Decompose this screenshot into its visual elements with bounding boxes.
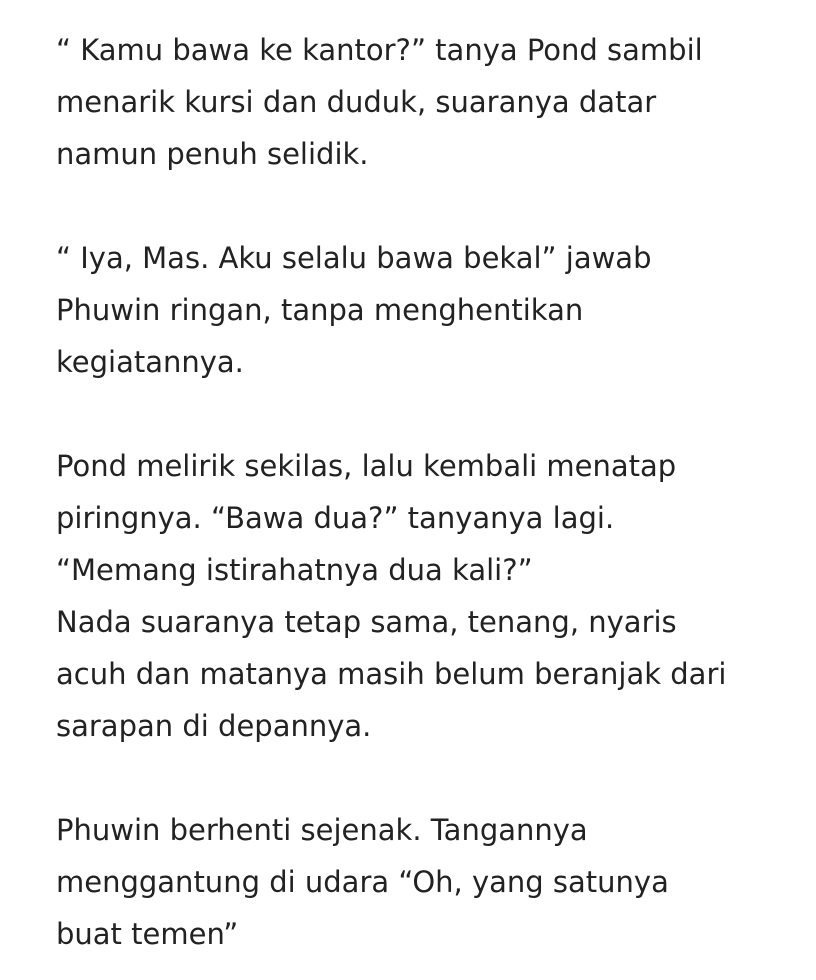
text-line: “Memang istirahatnya dua kali?” [56,553,533,587]
text-line: menarik kursi dan duduk, suaranya datar [56,85,657,119]
text-line: “ Iya, Mas. Aku selalu bawa bekal” jawab [56,241,652,275]
text-line: Pond melirik sekilas, lalu kembali menatap [56,449,677,483]
text-line: Nada suaranya tetap sama, tenang, nyaris [56,605,677,639]
paragraph-4 [56,804,776,960]
paragraph-1 [56,24,776,180]
text-line: Phuwin berhenti sejenak. Tangannya [56,813,588,847]
text-line: sarapan di depannya. [56,709,372,743]
document-text [56,24,776,960]
text-line: namun penuh selidik. [56,137,369,171]
paragraph-3 [56,440,776,752]
text-line: menggantung di udara “Oh, yang satunya [56,865,669,899]
text-line: “ Kamu bawa ke kantor?” tanya Pond sambil [56,33,703,67]
paragraph-2 [56,232,776,388]
text-line: acuh dan matanya masih belum beranjak dari [56,657,727,691]
text-line: piringnya. “Bawa dua?” tanyanya lagi. [56,501,615,535]
text-line: buat temen” [56,917,239,951]
text-line: Phuwin ringan, tanpa menghentikan [56,293,584,327]
text-line: kegiatannya. [56,345,244,379]
